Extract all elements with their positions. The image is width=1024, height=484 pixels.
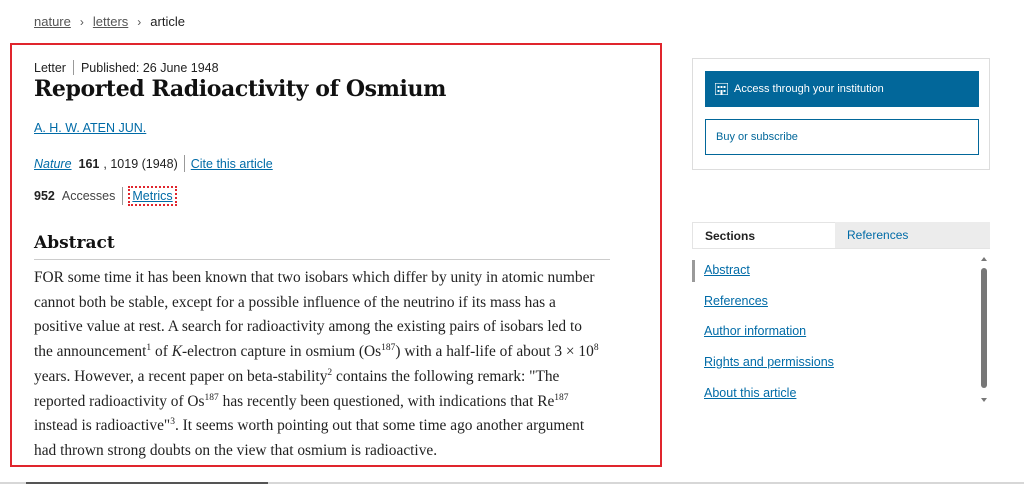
cite-this-article-link[interactable]: Cite this article <box>190 156 273 171</box>
abstract-line: cannot both be stable, except for a possible influence of the neutrino if its mass has a <box>34 293 556 311</box>
accesses-count: 952 <box>34 189 55 203</box>
abstract-line: positive value at rest. A search for radioactivity among the existing pairs of isobars led to <box>34 318 582 336</box>
metrics-row <box>34 186 177 206</box>
side-tabs <box>692 222 990 248</box>
volume: 161 <box>78 156 100 171</box>
article-header <box>10 43 662 467</box>
reference-1-link[interactable]: 1 <box>146 342 152 353</box>
abstract-fragment: has recently been questioned, with indications that Re <box>218 392 555 410</box>
breadcrumb-link-letters[interactable]: letters <box>92 14 129 29</box>
sections-nav <box>692 256 972 408</box>
abstract-fragment: K <box>171 343 182 361</box>
divider <box>184 155 185 172</box>
citation-row <box>34 155 273 172</box>
institution-button-label: Access through your institution <box>734 83 884 95</box>
abstract-fragment: contains the following remark: "The <box>332 367 560 385</box>
article-meta <box>34 60 219 75</box>
metrics-link[interactable]: Metrics <box>128 186 176 206</box>
section-link-rights-and-permissions[interactable]: Rights and permissions <box>704 355 834 369</box>
divider <box>122 187 123 205</box>
section-link-abstract[interactable]: Abstract <box>704 263 750 277</box>
chevron-right-icon: › <box>79 14 84 29</box>
article-title: Reported Radioactivity of Osmium <box>34 76 446 102</box>
exponent-superscript: 8 <box>593 342 599 353</box>
sections-scrollbar-thumb[interactable] <box>981 268 987 388</box>
tab-sections[interactable]: Sections <box>692 222 835 248</box>
pages: , 1019 (1948) <box>103 156 178 171</box>
divider <box>73 60 74 75</box>
author-link[interactable]: A. H. W. ATEN JUN. <box>34 121 147 135</box>
buy-or-subscribe-button[interactable] <box>705 119 979 155</box>
isotope-superscript: 187 <box>381 342 396 353</box>
breadcrumb-link-nature[interactable]: nature <box>34 14 71 29</box>
abstract-line: had thrown strong doubts on the view that osmium is radioactive. <box>34 441 438 459</box>
abstract-fragment: instead is radioactive" <box>34 417 171 435</box>
breadcrumb-current: article <box>150 14 185 29</box>
scroll-down-arrow-icon[interactable] <box>981 398 987 402</box>
abstract-fragment: years. However, a recent paper on beta-stability <box>34 367 328 385</box>
active-section-indicator <box>692 260 695 282</box>
breadcrumb <box>34 14 185 29</box>
accesses-label: Accesses <box>61 189 116 203</box>
tab-divider <box>692 248 990 249</box>
section-link-author-information[interactable]: Author information <box>704 324 807 338</box>
reference-3-link[interactable]: 3 <box>170 417 175 428</box>
abstract-line <box>34 417 584 434</box>
abstract-line: FOR some time it has been known that two isobars which differ by unity in atomic number <box>34 269 595 286</box>
isotope-superscript: 187 <box>204 392 219 403</box>
abstract-line <box>34 368 559 385</box>
journal-link[interactable]: Nature <box>34 156 72 171</box>
abstract-fragment: reported radioactivity of Os <box>34 392 205 410</box>
abstract-text <box>34 266 618 464</box>
reference-2-link[interactable]: 2 <box>327 367 333 378</box>
section-link-about-this-article[interactable]: About this article <box>704 386 797 400</box>
scroll-up-arrow-icon[interactable] <box>981 257 987 261</box>
published-date: Published: 26 June 1948 <box>80 60 219 75</box>
chevron-right-icon: › <box>137 14 142 29</box>
access-through-institution-button[interactable] <box>705 71 979 107</box>
abstract-fragment: ) with a half-life of about 3 × 10 <box>395 343 594 361</box>
subscribe-button-label: Buy or subscribe <box>716 131 798 143</box>
abstract-line <box>34 393 569 410</box>
abstract-fragment: of <box>151 343 172 361</box>
access-panel <box>692 58 990 170</box>
abstract-fragment: -electron capture in osmium (Os <box>181 343 382 361</box>
tab-references[interactable]: References <box>835 222 990 248</box>
abstract-fragment: . It seems worth pointing out that some time ago another argument <box>174 417 585 435</box>
abstract-fragment: the announcement <box>34 343 147 361</box>
abstract-line <box>34 343 599 360</box>
abstract-divider <box>34 259 610 260</box>
article-type: Letter <box>34 60 66 75</box>
section-link-references[interactable]: References <box>704 294 768 308</box>
institution-icon <box>715 83 728 95</box>
isotope-superscript: 187 <box>554 392 569 403</box>
abstract-heading: Abstract <box>34 233 115 253</box>
